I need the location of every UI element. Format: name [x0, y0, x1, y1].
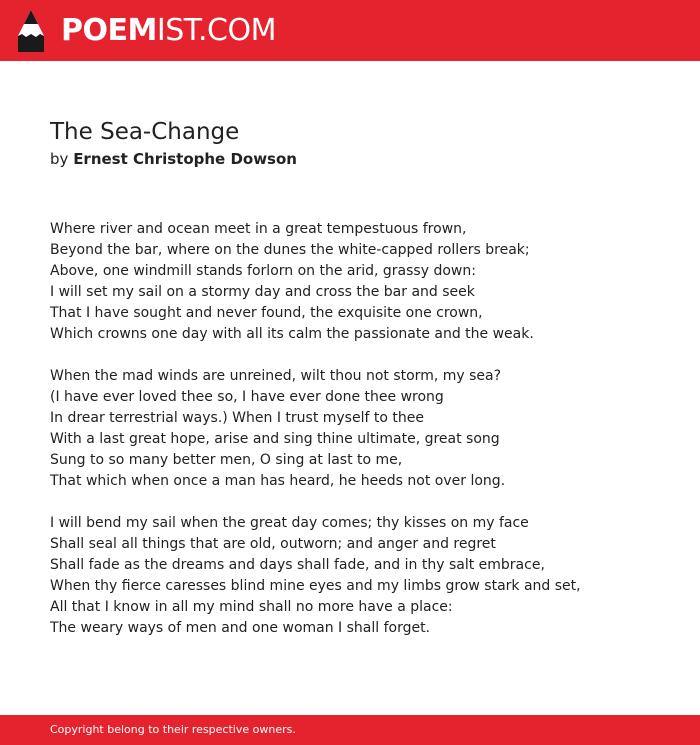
site-header [0, 0, 700, 61]
poem-line: Above, one windmill stands forlorn on the arid, grassy down: [50, 263, 476, 279]
poem-line: I will bend my sail when the great day comes; thy kisses on my face [50, 515, 529, 531]
stanza [50, 366, 690, 492]
author-link[interactable]: Ernest Christophe Dowson [73, 150, 297, 168]
copyright-notice: Copyright belong to their respective owners. [50, 723, 296, 736]
poem-line: All that I know in all my mind shall no more have a place: [50, 599, 453, 615]
poem-line: That which when once a man has heard, he heeds not over long. [50, 473, 506, 489]
site-logo[interactable] [61, 12, 276, 50]
poem-line: The weary ways of men and one woman I shall forget. [50, 620, 431, 636]
poem-line: Where river and ocean meet in a great tempestuous frown, [50, 221, 467, 237]
poem-line: (I have ever loved thee so, I have ever done thee wrong [50, 389, 444, 405]
pencil-tip-icon[interactable] [18, 10, 44, 52]
site-footer [0, 715, 700, 745]
poem-line: When thy fierce caresses blind mine eyes and my limbs grow stark and set, [50, 578, 581, 594]
poem-line: Beyond the bar, where on the dunes the white-capped rollers break; [50, 242, 530, 258]
logo-text-light: IST.COM [156, 13, 276, 48]
poem-byline [50, 148, 297, 170]
poem-line: In drear terrestrial ways.) When I trust myself to thee [50, 410, 424, 426]
poem-line: When the mad winds are unreined, wilt thou not storm, my sea? [50, 368, 502, 384]
stanza [50, 219, 690, 345]
poem-line: Sung to so many better men, O sing at last to me, [50, 452, 403, 468]
poem-body [50, 219, 690, 660]
poem-line: Which crowns one day with all its calm the passionate and the weak. [50, 326, 534, 342]
poem-line: I will set my sail on a stormy day and cross the bar and seek [50, 284, 475, 300]
poem-title: The Sea-Change [50, 119, 240, 145]
poem-line: With a last great hope, arise and sing thine ultimate, great song [50, 431, 500, 447]
poem-line: Shall seal all things that are old, outworn; and anger and regret [50, 536, 496, 552]
by-label: by [50, 150, 69, 168]
poem-line: Shall fade as the dreams and days shall fade, and in thy salt embrace, [50, 557, 545, 573]
poem-line: That I have sought and never found, the exquisite one crown, [50, 305, 483, 321]
stanza [50, 513, 690, 639]
logo-text-bold: POEM [61, 13, 157, 48]
